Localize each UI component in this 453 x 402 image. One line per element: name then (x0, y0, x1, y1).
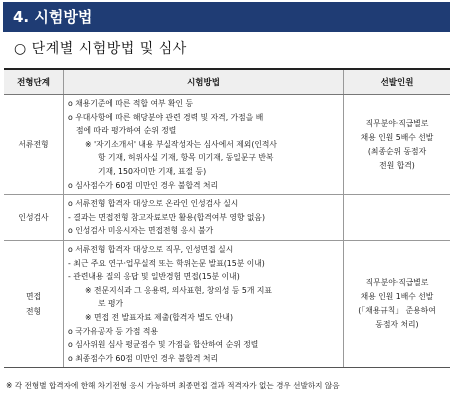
method-line: 기재, 150자미만 기재, 표절 등) (98, 166, 207, 176)
stage-cell: 인성검사 (4, 195, 64, 241)
method-line: 점에 따라 평가하여 순위 정렬 (76, 126, 177, 136)
selection-cell (344, 95, 451, 195)
selection-line: (최종순위 동점자 (367, 146, 427, 156)
method-line: o 서류전형 합격자 대상으로 온라인 인성검사 실시 (68, 199, 239, 209)
exam-method-table (4, 68, 450, 368)
selection-line: 전원 합격) (379, 160, 415, 170)
method-line: o 국가유공자 등 가점 적용 (68, 326, 159, 336)
section-title-banner (3, 2, 450, 32)
method-line: ※ '자기소개서' 내용 부실작성자는 심사에서 제외(인적사 (85, 139, 277, 149)
method-line: o 서류전형 합격자 대상으로 직무, 인성면접 실시 (68, 244, 234, 254)
selection-cell (344, 240, 451, 367)
header-selection: 선발인원 (344, 69, 451, 95)
selection-line: 채용 인원 1배수 선발 (360, 292, 434, 302)
method-cell (64, 95, 344, 195)
selection-cell-empty (344, 195, 451, 241)
method-line: o 채용기준에 따른 적합 여부 확인 등 (68, 99, 194, 108)
stage-line: 전형 (25, 307, 42, 317)
selection-line: 직무분야·직급별로 (365, 118, 429, 128)
table-row-personality-test (4, 195, 450, 241)
table-header-row (4, 69, 450, 95)
header-stage: 전형단계 (4, 69, 64, 95)
stage-cell (4, 240, 64, 367)
method-line: 로 평가 (98, 299, 124, 309)
section-title: 4. 시험방법 (13, 8, 93, 26)
method-line: o 심사위원 심사 평균점수 및 가점을 합산하여 순위 정렬 (68, 340, 259, 350)
stage-cell: 서류전형 (4, 95, 64, 195)
selection-line: 채용 인원 5배수 선발 (360, 132, 434, 142)
method-line: o 우대사항에 따른 해당분야 관련 경력 및 자격, 가점을 배 (68, 112, 264, 122)
method-line: - 결과는 면접전형 참고자료로만 활용(합격여부 영향 없음) (68, 212, 265, 222)
method-line: o 심사점수가 60점 미만인 경우 불합격 처리 (68, 180, 219, 190)
method-line: 항 기재, 허위사실 기재, 항목 미기재, 동일문구 반복 (98, 153, 274, 163)
method-line: - 관련내용 질의 응답 및 일반경험 면접(15분 이내) (68, 272, 240, 282)
subheading: ○ 단계별 시험방법 및 심사 (14, 41, 187, 57)
method-line: - 최근 주요 연구·업무실적 또는 학위논문 발표(15분 이내) (68, 258, 265, 268)
selection-line: (「채용규칙」 준용하여 (358, 306, 436, 316)
method-line: ※ 면접 전 발표자료 제출(합격자 별도 안내) (85, 312, 233, 322)
table-row-document-screening (4, 95, 450, 195)
table-row-interview (4, 240, 450, 367)
method-line: o 최종점수가 60점 미만인 경우 불합격 처리 (68, 353, 219, 363)
method-cell (64, 240, 344, 367)
method-line: ※ 전문지식과 그 응용력, 의사표현, 창의성 등 5개 지표 (85, 285, 272, 295)
method-line: o 인성검사 미응시자는 면접전형 응시 불가 (68, 226, 214, 236)
selection-line: 동점자 처리) (375, 320, 419, 330)
footnote: ※ 각 전형별 합격자에 한해 차기전형 응시 가능하며 최종면접 결과 적격자가 없는 경우 선발하지 않음 (6, 381, 340, 390)
method-cell (64, 195, 344, 241)
stage-line: 면접 (25, 292, 42, 302)
header-method: 시험방법 (64, 69, 344, 95)
selection-line: 직무분야·직급별로 (365, 278, 429, 288)
